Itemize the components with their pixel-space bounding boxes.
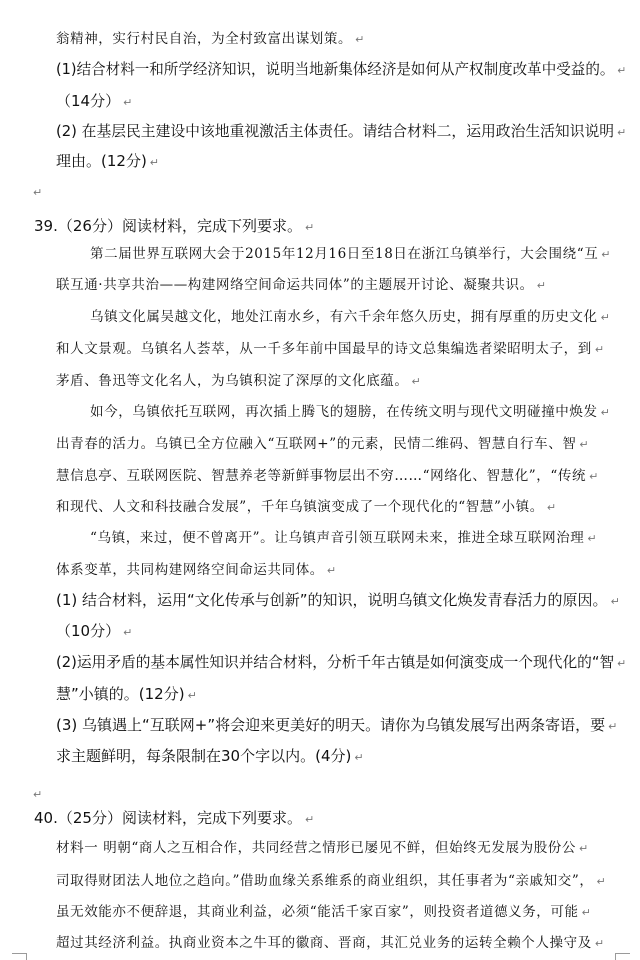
paragraph-mark: ↵ — [594, 937, 605, 950]
text-line — [56, 652, 626, 674]
line-text: 40.（25分）阅读材料，完成下列要求。 — [34, 809, 302, 827]
empty-paragraph-mark: ↵ — [33, 788, 43, 801]
text-line — [56, 715, 617, 737]
paragraph-mark: ↵ — [617, 126, 627, 139]
line-text: (2) 在基层民主建设中该地重视激活主体责任。请结合材料二，运用政治生活知识说明 — [56, 122, 615, 140]
paragraph-mark: ↵ — [610, 595, 620, 608]
line-text: (1)结合材料一和所学经济知识，说明当地新集体经济是如何从产权制度改革中受益的。 — [56, 60, 615, 78]
line-text: 如今，乌镇依托互联网，再次插上腾飞的翅膀，在传统文明与现代文明碰撞中焕发 — [90, 404, 598, 420]
line-text: (2)运用矛盾的基本属性知识并结合材料，分析千年古镇是如何演变成一个现代化的“智 — [56, 653, 615, 671]
line-text: （14分） — [56, 92, 121, 110]
line-text: (1) 结合材料，运用“文化传承与创新”的知识，说明乌镇文化焕发青春活力的原因。 — [56, 591, 608, 609]
text-line — [56, 621, 132, 643]
paragraph-mark: ↵ — [617, 64, 627, 77]
paragraph-mark: ↵ — [587, 532, 598, 545]
paragraph-mark: ↵ — [600, 406, 611, 419]
paragraph-mark: ↵ — [304, 813, 315, 826]
text-line — [56, 151, 159, 173]
paragraph-mark: ↵ — [149, 156, 160, 169]
text-line — [56, 871, 606, 892]
paragraph-mark: ↵ — [354, 751, 364, 764]
text-line — [56, 339, 605, 360]
line-text: 出青春的活力。乌镇已全方位融入“互联网+”的元素，民情二维码、智慧自行车、智 — [56, 436, 577, 452]
text-line — [56, 121, 626, 143]
paragraph-mark: ↵ — [601, 248, 612, 261]
paragraph-mark: ↵ — [617, 657, 627, 670]
paragraph-mark: ↵ — [579, 842, 589, 855]
line-text: 乌镇文化属吴越文化，地处江南水乡，有六千余年悠久历史，拥有厚重的历史文化 — [90, 309, 598, 325]
paragraph-mark: ↵ — [411, 375, 422, 388]
text-line — [56, 434, 589, 455]
text-line — [34, 808, 314, 830]
text-line — [56, 590, 620, 612]
line-text: 求主题鲜明，每条限制在30个字以内。(4分) — [56, 747, 352, 765]
text-line — [56, 275, 547, 296]
text-line — [56, 746, 364, 768]
line-text: 第二届世界互联网大会于2015年12月16日至18日在浙江乌镇举行，大会围绕“互 — [90, 246, 599, 262]
text-line — [56, 29, 365, 50]
text-line — [90, 307, 610, 328]
paragraph-mark: ↵ — [546, 501, 557, 514]
line-text: （10分） — [56, 622, 121, 640]
text-line — [56, 684, 197, 706]
paragraph-mark: ↵ — [123, 96, 133, 109]
line-text: 超过其经济利益。执商业资本之牛耳的徽商、晋商，其汇兑业务的运转全赖个人操守及 — [56, 935, 592, 951]
paragraph-mark: ↵ — [579, 438, 590, 451]
text-line — [56, 59, 626, 81]
text-line — [56, 902, 591, 923]
line-text: 翁精神，实行村民自治，为全村致富出谋划策。 — [56, 31, 353, 47]
line-text: 和现代、人文和科技融合发展”，千年乌镇演变成了一个现代化的“智慧”小镇。 — [56, 499, 544, 515]
line-text: 虽无效能亦不便辞退，其商业利益，必须“能活千家百家”，则投资者道德义务，可能 — [56, 904, 579, 920]
line-text: 茅盾、鲁迅等文化名人，为乌镇积淀了深厚的文化底蕴。 — [56, 373, 409, 389]
paragraph-mark: ↵ — [187, 689, 197, 702]
paragraph-mark: ↵ — [536, 279, 547, 292]
text-line — [56, 91, 132, 113]
line-text: “乌镇，来过，便不曾离开”。让乌镇声音引领互联网未来，推进全球互联网治理 — [90, 530, 585, 546]
line-text: 慧信息亭、互联网医院、智慧养老等新鲜事物层出不穷……“网络化、智慧化”，“传统 — [56, 468, 587, 484]
paragraph-mark: ↵ — [589, 470, 599, 483]
line-text: 材料一 明朝“商人之互相合作，共同经营之情形已屡见不鲜，但始终无发展为股份公 — [56, 840, 576, 856]
line-text: (3) 乌镇遇上“互联网+”将会迎来更美好的明天。请你为乌镇发展写出两条寄语，要 — [56, 716, 606, 734]
line-text: 司取得财团法人地位之趋向。”借助血缘关系维系的商业组织，其任事者为“亲戚知交”， — [56, 873, 594, 889]
text-line — [90, 244, 611, 265]
paragraph-mark: ↵ — [355, 33, 365, 46]
page-corner-mark — [12, 953, 27, 960]
paragraph-mark: ↵ — [594, 343, 605, 356]
paragraph-mark: ↵ — [581, 906, 592, 919]
empty-paragraph-mark: ↵ — [33, 186, 43, 199]
text-line — [56, 838, 589, 859]
text-line — [56, 560, 337, 581]
line-text: 理由。(12分) — [56, 152, 147, 170]
line-text: 和人文景观。乌镇名人荟萃，从一千多年前中国最早的诗文总集编选者梁昭明太子，到 — [56, 341, 592, 357]
paragraph-mark: ↵ — [123, 626, 133, 639]
text-line — [56, 466, 599, 487]
text-line — [56, 497, 557, 518]
text-line — [90, 528, 597, 549]
line-text: 慧”小镇的。(12分) — [56, 685, 185, 703]
paragraph-mark: ↵ — [596, 875, 607, 888]
text-line — [90, 402, 610, 423]
text-line — [34, 216, 314, 238]
paragraph-mark: ↵ — [600, 311, 611, 324]
text-line — [56, 933, 605, 954]
line-text: 39.（26分）阅读材料，完成下列要求。 — [34, 217, 302, 235]
line-text: 体系变革，共同构建网络空间命运共同体。 — [56, 562, 324, 578]
paragraph-mark: ↵ — [304, 221, 315, 234]
line-text: 联互通·共享共治——构建网络空间命运共同体”的主题展开讨论、凝聚共识。 — [56, 277, 534, 293]
paragraph-mark: ↵ — [326, 564, 337, 577]
page-corner-mark — [615, 953, 630, 960]
paragraph-mark: ↵ — [608, 720, 618, 733]
text-line — [56, 371, 421, 392]
